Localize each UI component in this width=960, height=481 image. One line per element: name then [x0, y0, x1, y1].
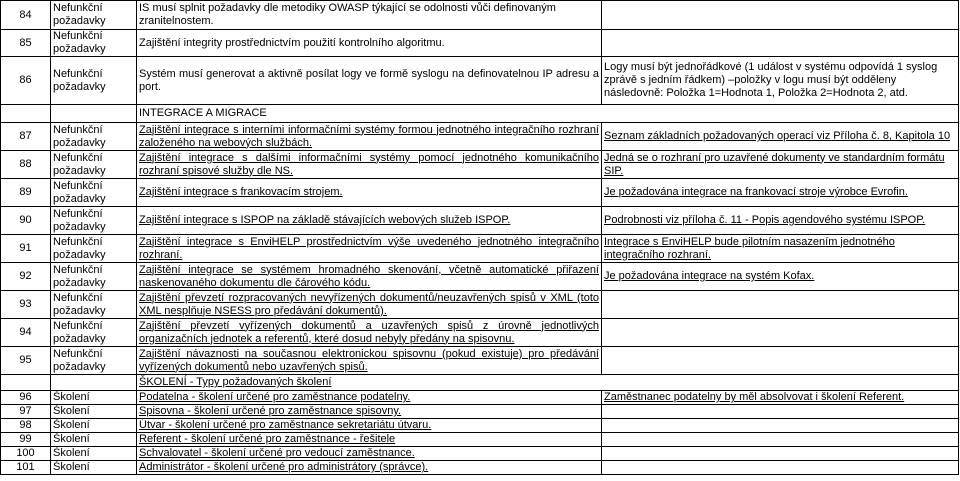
row-note	[602, 447, 959, 461]
row-note	[602, 347, 959, 375]
row-note	[602, 291, 959, 319]
row-number: 89	[1, 179, 51, 207]
row-requirement: Administrátor - školení určené pro administrátory (správce).	[137, 461, 602, 475]
row-category: Školení	[51, 405, 137, 419]
row-requirement: Útvar - školení určené pro zaměstnance sekretariátu útvaru.	[137, 419, 602, 433]
table-row	[1, 179, 959, 207]
table-row	[1, 207, 959, 235]
row-note	[602, 319, 959, 347]
row-category: Nefunkční požadavky	[51, 235, 137, 263]
row-number: 99	[1, 433, 51, 447]
row-requirement: Zajištění integrity prostřednictvím použití kontrolního algoritmu.	[137, 30, 602, 57]
row-number: 87	[1, 123, 51, 151]
row-note	[602, 1, 959, 30]
table-row	[1, 235, 959, 263]
row-category: Nefunkční požadavky	[51, 1, 137, 30]
table-row	[1, 319, 959, 347]
row-requirement: IS musí splnit požadavky dle metodiky OWASP týkající se odolnosti vůči definovaným zranitelnostem.	[137, 1, 602, 30]
row-requirement: Zajištění návaznosti na současnou elektronickou spisovnu (pokud existuje) pro předávání vyřízených dokumentů nebo uzavřených spisů.	[137, 347, 602, 375]
row-note	[602, 30, 959, 57]
row-number: 85	[1, 30, 51, 57]
row-note	[602, 405, 959, 419]
row-note: Je požadována integrace na systém Kofax.	[602, 263, 959, 291]
row-number: 93	[1, 291, 51, 319]
row-requirement: Zajištění integrace s ISPOP na základě stávajících webových služeb ISPOP.	[137, 207, 602, 235]
section-row	[1, 105, 959, 123]
row-requirement: Zajištění převzetí rozpracovaných nevyřízených dokumentů/neuzavřených spisů v XML (toto XML nesplňuje NSESS pro předávání dokumentů).	[137, 291, 602, 319]
row-note	[602, 419, 959, 433]
table-row	[1, 433, 959, 447]
table-row	[1, 419, 959, 433]
table-row	[1, 461, 959, 475]
row-category: Nefunkční požadavky	[51, 291, 137, 319]
row-requirement: Zajištění převzetí vyřízených dokumentů a uzavřených spisů z úrovně jednotlivých organizačních jednotek a referentů, které dosud nebyly předány na spisovnu.	[137, 319, 602, 347]
row-category: Nefunkční požadavky	[51, 319, 137, 347]
row-category: Nefunkční požadavky	[51, 123, 137, 151]
table-row	[1, 447, 959, 461]
row-number: 91	[1, 235, 51, 263]
row-category: Školení	[51, 391, 137, 405]
table-row	[1, 291, 959, 319]
section-heading: INTEGRACE A MIGRACE	[137, 105, 602, 123]
row-category: Školení	[51, 447, 137, 461]
row-category: Nefunkční požadavky	[51, 263, 137, 291]
table-row	[1, 151, 959, 179]
row-note: Zaměstnanec podatelny by měl absolvovat i školení Referent.	[602, 391, 959, 405]
row-number: 94	[1, 319, 51, 347]
row-requirement: Zajištění integrace s interními informačními systémy formou jednotného integračního rozhraní založeného na webových službách.	[137, 123, 602, 151]
row-requirement: Zajištění integrace se systémem hromadného skenování, včetně automatické přiřazení naskenovaného dokumentu dle čárového kódu.	[137, 263, 602, 291]
row-note: Logy musí být jednořádkové (1 událost v systému odpovídá 1 syslog zprávě s jedním řádkem) –položky v logu musí být odděleny následovně: Položka 1=Hodnota 1, Položka 2=Hodnota 2, atd.	[602, 57, 959, 105]
row-category: Školení	[51, 419, 137, 433]
row-number: 88	[1, 151, 51, 179]
row-category: Nefunkční požadavky	[51, 151, 137, 179]
row-number: 95	[1, 347, 51, 375]
row-note: Podrobnosti viz příloha č. 11 - Popis agendového systému ISPOP.	[602, 207, 959, 235]
row-requirement: Schvalovatel - školení určené pro vedoucí zaměstnance.	[137, 447, 602, 461]
table-row	[1, 57, 959, 105]
table-row	[1, 1, 959, 30]
row-note: Integrace s EnviHELP bude pilotním nasazením jednotného integračního rozhraní.	[602, 235, 959, 263]
row-category: Nefunkční požadavky	[51, 179, 137, 207]
row-category: Nefunkční požadavky	[51, 57, 137, 105]
row-note: Jedná se o rozhraní pro uzavřené dokumenty ve standardním formátu SIP.	[602, 151, 959, 179]
row-requirement: Zajištění integrace s EnviHELP prostřednictvím výše uvedeného jednotného integračního rozhraní.	[137, 235, 602, 263]
table-row	[1, 391, 959, 405]
table-row	[1, 30, 959, 57]
row-requirement: Zajištění integrace s frankovacím strojem.	[137, 179, 602, 207]
row-number: 92	[1, 263, 51, 291]
row-category: Nefunkční požadavky	[51, 347, 137, 375]
row-note: Seznam základních požadovaných operací viz Příloha č. 8, Kapitola 10	[602, 123, 959, 151]
table-row	[1, 123, 959, 151]
table-row	[1, 263, 959, 291]
row-requirement: Zajištění integrace s dalšími informačními systémy pomocí jednotného komunikačního rozhraní spisové služby dle NS.	[137, 151, 602, 179]
row-requirement: Referent - školení určené pro zaměstnance - řešitele	[137, 433, 602, 447]
row-number: 96	[1, 391, 51, 405]
row-note	[602, 461, 959, 475]
row-number: 101	[1, 461, 51, 475]
row-category: Nefunkční požadavky	[51, 30, 137, 57]
row-category: Nefunkční požadavky	[51, 207, 137, 235]
row-category: Školení	[51, 433, 137, 447]
row-note	[602, 433, 959, 447]
row-requirement: Systém musí generovat a aktivně posílat logy ve formě syslogu na definovatelnou IP adresu a port.	[137, 57, 602, 105]
row-number: 100	[1, 447, 51, 461]
section-heading: ŠKOLENÍ - Typy požadovaných školení	[137, 375, 602, 391]
row-number: 90	[1, 207, 51, 235]
row-number: 84	[1, 1, 51, 30]
section-row	[1, 375, 959, 391]
row-category: Školení	[51, 461, 137, 475]
row-number: 86	[1, 57, 51, 105]
row-requirement: Spisovna - školení určené pro zaměstnance spisovny.	[137, 405, 602, 419]
table-row	[1, 347, 959, 375]
row-requirement: Podatelna - školení určené pro zaměstnance podatelny.	[137, 391, 602, 405]
row-number: 97	[1, 405, 51, 419]
row-number: 98	[1, 419, 51, 433]
table-row	[1, 405, 959, 419]
row-note: Je požadována integrace na frankovací stroje výrobce Evrofin.	[602, 179, 959, 207]
